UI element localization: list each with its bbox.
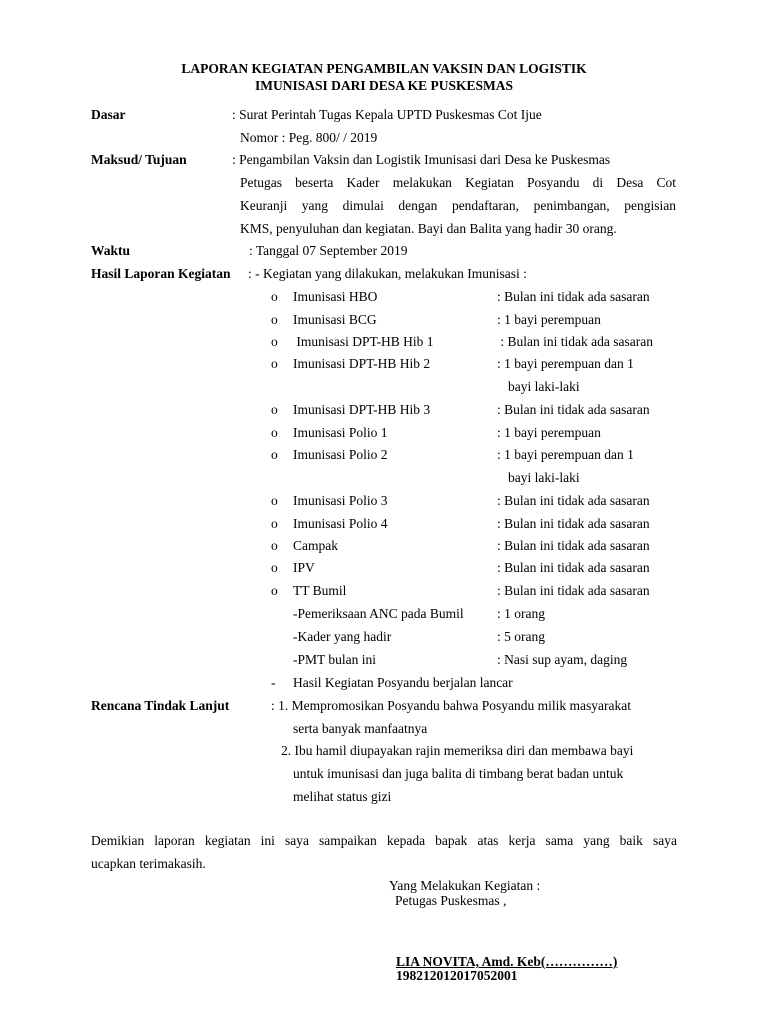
item-name: Imunisasi DPT-HB Hib 3 — [293, 402, 431, 417]
extra-value: : Nasi sup ayam, daging — [497, 652, 628, 667]
item-value-cont: bayi laki-laki — [508, 379, 580, 394]
item-name: Imunisasi Polio 4 — [293, 516, 388, 531]
signature-position: Petugas Puskesmas , — [395, 893, 507, 908]
item-name: Imunisasi DPT-HB Hib 1 — [293, 334, 434, 349]
item-value: : Bulan ini tidak ada sasaran — [497, 538, 650, 553]
item-value: : Bulan ini tidak ada sasaran — [497, 516, 650, 531]
closing-line2: ucapkan terimakasih. — [91, 856, 206, 871]
bullet: o — [271, 402, 278, 417]
bullet: o — [271, 289, 278, 304]
bullet: o — [271, 493, 278, 508]
item-name: Campak — [293, 538, 338, 553]
bullet: o — [271, 583, 278, 598]
bullet: o — [271, 312, 278, 327]
item-value: : 1 bayi perempuan — [497, 312, 601, 327]
item-name: Imunisasi Polio 3 — [293, 493, 388, 508]
maksud-para-2: Keuranji yang dimulai dengan pendaftaran, penimbangan, pengisian — [240, 198, 676, 213]
signature-nip: 198212012017052001 — [396, 968, 518, 983]
item-name: Imunisasi Polio 2 — [293, 447, 388, 462]
extra-value: : 5 orang — [497, 629, 545, 644]
rencana-item1-line2: serta banyak manfaatnya — [293, 721, 428, 736]
rencana-item2-line2: untuk imunisasi dan juga balita di timbang berat badan untuk — [293, 766, 624, 781]
item-value-cont: bayi laki-laki — [508, 470, 580, 485]
rencana-item2-line1: 2. Ibu hamil diupayakan rajin memeriksa diri dan membawa bayi — [281, 743, 634, 758]
extra-name: -PMT bulan ini — [293, 652, 377, 667]
rencana-item2-line3: melihat status gizi — [293, 789, 392, 804]
bullet: o — [271, 560, 278, 575]
bullet: o — [271, 425, 278, 440]
item-value: : Bulan ini tidak ada sasaran — [497, 402, 650, 417]
closing-line1: Demikian laporan kegiatan ini saya sampaikan kepada bapak atas kerja sama yang baik saya — [91, 833, 677, 848]
dasar-label: Dasar — [91, 107, 126, 122]
item-value: : Bulan ini tidak ada sasaran — [497, 493, 650, 508]
item-value: : 1 bayi perempuan dan 1 — [497, 356, 634, 371]
item-value: : Bulan ini tidak ada sasaran — [497, 334, 653, 349]
rencana-label: Rencana Tindak Lanjut — [91, 698, 230, 713]
maksud-label: Maksud/ Tujuan — [91, 152, 187, 167]
signature-name: LIA NOVITA, Amd. Keb(……………) — [396, 954, 618, 969]
rencana-item1-line1: : 1. Mempromosikan Posyandu bahwa Posyandu milik masyarakat — [271, 698, 631, 713]
bullet: o — [271, 334, 278, 349]
report-title-line2: IMUNISASI DARI DESA KE PUSKESMAS — [254, 78, 514, 93]
item-name: IPV — [293, 560, 315, 575]
item-name: Imunisasi Polio 1 — [293, 425, 388, 440]
maksud-para-1: Petugas beserta Kader melakukan Kegiatan Posyandu di Desa Cot — [240, 175, 676, 190]
item-value: : 1 bayi perempuan — [497, 425, 601, 440]
bullet: o — [271, 447, 278, 462]
maksud-value: : Pengambilan Vaksin dan Logistik Imunisasi dari Desa ke Puskesmas — [232, 152, 611, 167]
extra-name: -Pemeriksaan ANC pada Bumil — [293, 606, 464, 621]
maksud-para-3: KMS, penyuluhan dan kegiatan. Bayi dan Balita yang hadir 30 orang. — [240, 221, 617, 236]
bullet: o — [271, 538, 278, 553]
item-name: Imunisasi HBO — [293, 289, 378, 304]
waktu-value: : Tanggal 07 September 2019 — [249, 243, 408, 258]
report-title-line1: LAPORAN KEGIATAN PENGAMBILAN VAKSIN DAN LOGISTIK — [181, 61, 587, 76]
extra-value: : 1 orang — [497, 606, 545, 621]
item-value: : Bulan ini tidak ada sasaran — [497, 560, 650, 575]
item-name: Imunisasi BCG — [293, 312, 377, 327]
bullet: o — [271, 516, 278, 531]
bullet: o — [271, 356, 278, 371]
item-value: : 1 bayi perempuan dan 1 — [497, 447, 634, 462]
hasil-label: Hasil Laporan Kegiatan — [91, 266, 231, 281]
waktu-label: Waktu — [91, 243, 131, 258]
dash-bullet: - — [271, 675, 276, 690]
extra-name: -Kader yang hadir — [293, 629, 392, 644]
item-name: Imunisasi DPT-HB Hib 2 — [293, 356, 431, 371]
item-value: : Bulan ini tidak ada sasaran — [497, 583, 650, 598]
signature-role: Yang Melakukan Kegiatan : — [389, 878, 541, 893]
hasil-intro: : - Kegiatan yang dilakukan, melakukan Imunisasi : — [248, 266, 527, 281]
item-value: : Bulan ini tidak ada sasaran — [497, 289, 650, 304]
dasar-nomor: Nomor : Peg. 800/ / 2019 — [240, 130, 378, 145]
hasil-result: Hasil Kegiatan Posyandu berjalan lancar — [293, 675, 513, 690]
dasar-value: : Surat Perintah Tugas Kepala UPTD Puskesmas Cot Ijue — [232, 107, 542, 122]
item-name: TT Bumil — [293, 583, 347, 598]
